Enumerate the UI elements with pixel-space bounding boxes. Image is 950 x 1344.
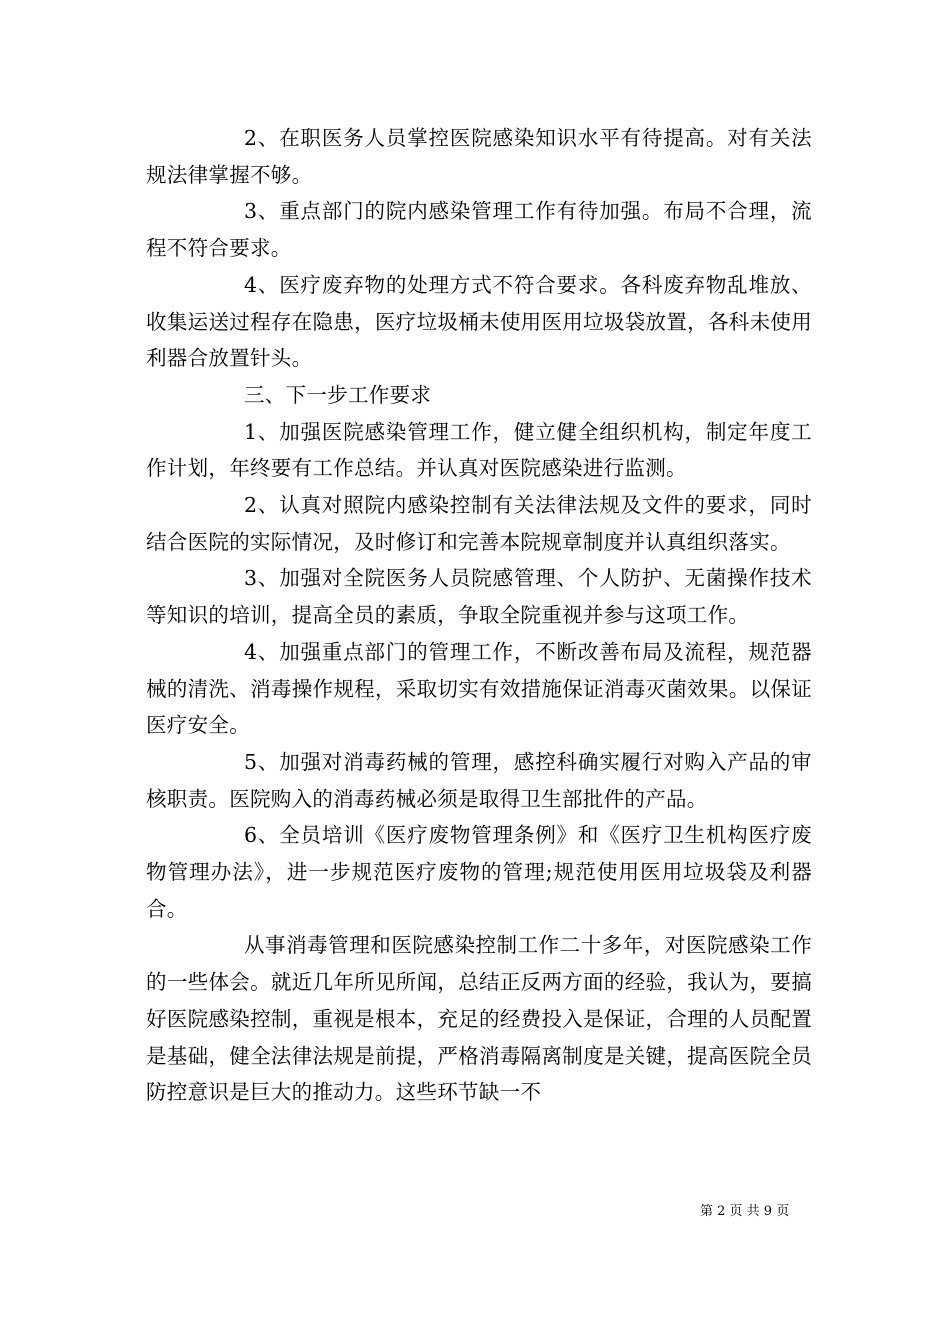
paragraph-requirement-3: 3、加强对全院医务人员院感管理、个人防护、无菌操作技术等知识的培训，提高全员的素质，争取全院重视并参与这项工作。 <box>146 566 812 628</box>
paragraph-staff-knowledge: 2、在职医务人员掌控医院感染知识水平有待提高。对有关法规法律掌握不够。 <box>146 126 812 187</box>
paragraph-requirement-5: 5、加强对消毒药械的管理，感控科确实履行对购入产品的审核职责。医院购入的消毒药械必须是取得卫生部批件的产品。 <box>146 749 812 811</box>
paragraph-requirement-6: 6、全员培训《医疗废物管理条例》和《医疗卫生机构医疗废物管理办法》，进一步规范医疗废物的管理;规范使用医用垃圾袋及利器合。 <box>146 823 812 921</box>
paragraph-requirement-4: 4、加强重点部门的管理工作，不断改善布局及流程，规范器械的清洗、消毒操作规程，采取切实有效措施保证消毒灭菌效果。以保证医疗安全。 <box>146 639 812 738</box>
paragraph-requirement-1: 1、加强医院感染管理工作，健立健全组织机构，制定年度工作计划，年终要有工作总结。并认真对医院感染进行监测。 <box>146 419 812 481</box>
page-number-footer: 第 2 页 共 9 页 <box>700 1204 790 1219</box>
document-body <box>146 120 812 1111</box>
paragraph-requirement-2: 2、认真对照院内感染控制有关法律法规及文件的要求，同时结合医院的实际情况，及时修订和完善本院规章制度并认真组织落实。 <box>146 493 812 554</box>
paragraph-medical-waste: 4、医疗废弃物的处理方式不符合要求。各科废弃物乱堆放、收集运送过程存在隐患，医疗垃圾桶未使用医用垃圾袋放置，各科未使用利器合放置针头。 <box>146 272 812 371</box>
paragraph-experience: 从事消毒管理和医院感染控制工作二十多年，对医院感染工作的一些体会。就近几年所见所闻，总结正反两方面的经验，我认为，要搞好医院感染控制，重视是根本，充足的经费投入是保证，合理的人员配置是基础，健全法律法规是前提，严格消毒隔离制度是关键，提高医院全员防控意识是巨大的推动力。这些环节缺一不 <box>146 933 812 1105</box>
section-heading-next-steps: 三、下一步工作要求 <box>244 382 432 407</box>
paragraph-key-departments: 3、重点部门的院内感染管理工作有待加强。布局不合理，流程不符合要求。 <box>146 199 812 261</box>
